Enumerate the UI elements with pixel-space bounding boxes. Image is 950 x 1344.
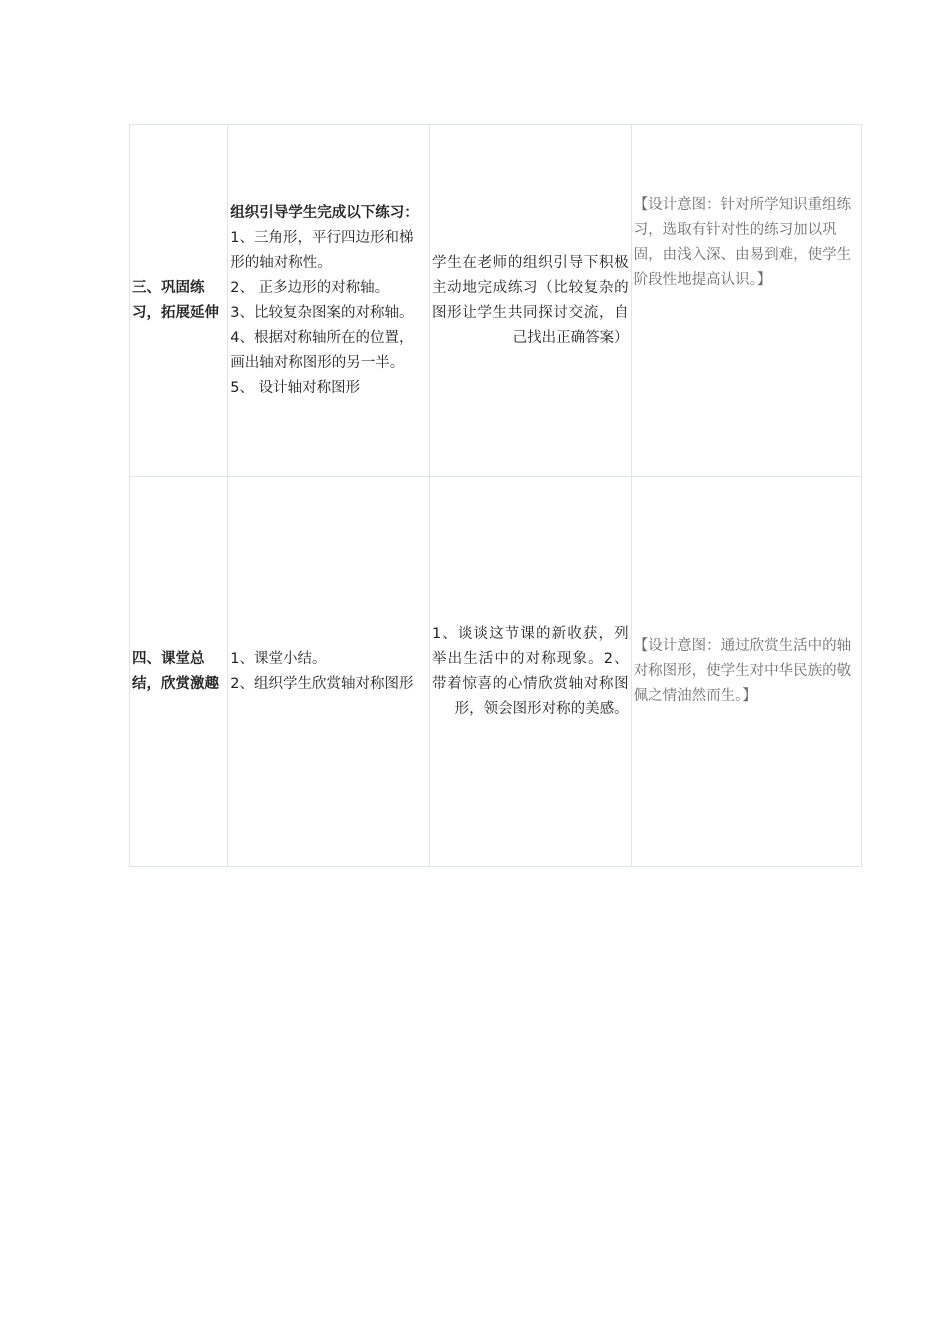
design-intent-cell: 【设计意图：针对所学知识重组练习，选取有针对性的练习加以巩固，由浅入深、由易到难，使学生阶段性地提高认识。】	[631, 125, 861, 477]
student-activity-cell: 1、谈谈这节课的新收获，列举出生活中的对称现象。2、带着惊喜的心情欣赏轴对称图形，领会图形对称的美感。	[429, 477, 631, 867]
teacher-activity-heading: 组织引导学生完成以下练习：	[230, 204, 419, 221]
design-intent-cell: 【设计意图：通过欣赏生活中的轴对称图形，使学生对中华民族的敬佩之情油然而生。】	[631, 477, 861, 867]
stage-cell: 三、巩固练习，拓展延伸	[130, 125, 228, 477]
teacher-activity-item: 2、 正多边形的对称轴。	[230, 279, 390, 296]
teacher-activity-item: 1、课堂小结。	[230, 650, 327, 667]
table-row	[130, 477, 862, 867]
stage-cell: 四、课堂总结，欣赏激趣	[130, 477, 228, 867]
teacher-activity-cell	[228, 477, 430, 867]
lesson-plan-table	[129, 124, 862, 867]
teacher-activity-item: 2、组织学生欣赏轴对称图形	[230, 675, 414, 692]
teacher-activity-cell	[228, 125, 430, 477]
teacher-activity-item: 4、根据对称轴所在的位置，画出轴对称图形的另一半。	[230, 329, 414, 371]
student-activity-cell: 学生在老师的组织引导下积极主动地完成练习（比较复杂的图形让学生共同探讨交流，自己找出正确答案）	[429, 125, 631, 477]
teacher-activity-item: 5、 设计轴对称图形	[230, 379, 361, 396]
teacher-activity-item: 3、比较复杂图案的对称轴。	[230, 304, 414, 321]
table-row	[130, 125, 862, 477]
teacher-activity-item: 1、三角形，平行四边形和梯形的轴对称性。	[230, 229, 414, 271]
